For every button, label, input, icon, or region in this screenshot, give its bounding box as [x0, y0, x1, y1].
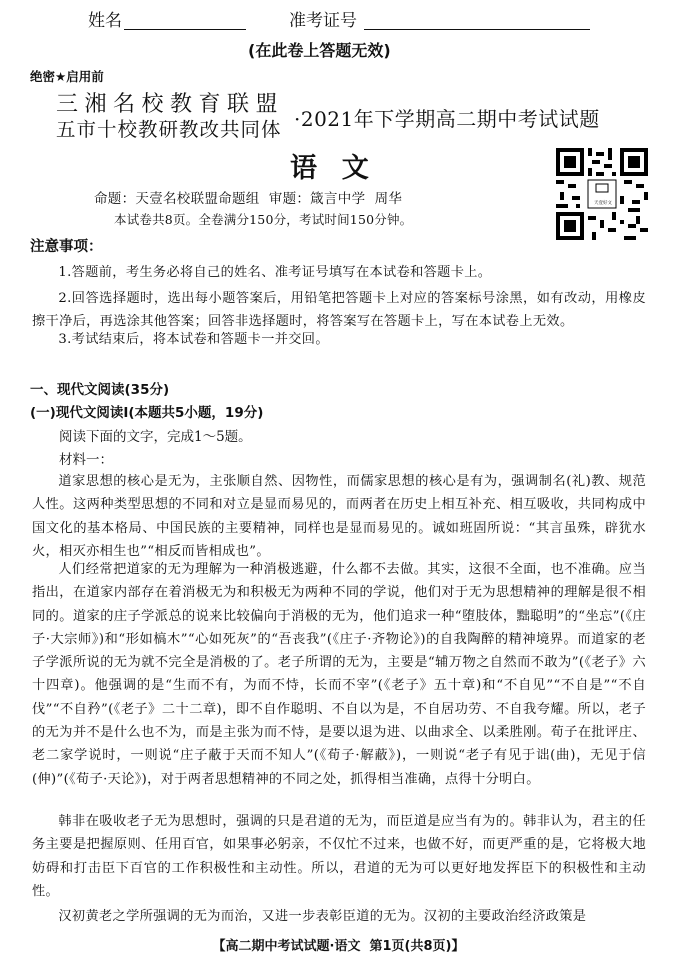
paragraph-1: 道家思想的核心是无为，主张顺自然、因物性，而儒家思想的核心是有为，强调制名(礼)教、规范人性。这两种类型思想的不同和对立是显而易见的，而两者在历史上相互补充、相互吸收，共同构成中国文化的基本格局、中国民族的主要精神，同样也是显而易见的。诚如班固所说：“其言虽殊，辟犹水火，相灭亦相生也”“相反而皆相成也”。: [32, 474, 646, 559]
material-label: 材料一：: [59, 452, 113, 468]
invalid-note: (在此卷上答题无效): [248, 41, 391, 60]
name-label: 姓名: [88, 11, 122, 31]
id-label: 准考证号: [289, 11, 357, 31]
sub-section-heading: (一)现代文阅读Ⅰ(本题共5小题，19分): [30, 405, 264, 421]
notice-heading: 注意事项：: [30, 239, 103, 255]
exam-title: ·2021年下学期高二期中考试试题: [294, 107, 600, 131]
notice-item-2: 2.回答选择题时，选出每小题答案后，用铅笔把答题卡上对应的答案标号涂黑，如有改动，用橡皮擦干净后，再选涂其他答案；回答非选择题时，将答案写在答题卡上，写在本试卷上无效。: [32, 291, 646, 330]
section-heading: 一、现代文阅读(35分): [30, 382, 170, 398]
org-line-1: 三湘名校教育联盟: [56, 92, 285, 117]
paragraph-3: 韩非在吸收老子无为思想时，强调的只是君道的无为，而臣道是应当有为的。韩非认为，君主的任务主要是把握原则、任用百官，如果事必躬亲，不仅忙不过来，也做不好，而更严重的是，它将极大地妨碍和打击臣下百官的工作积极性和主动性。所以，君道的无为可以更好地发挥臣下的积极性和主动性。: [32, 814, 646, 899]
paragraph-2: 人们经常把道家的无为理解为一种消极逃避，什么都不去做。其实，这很不全面，也不准确。应当指出，在道家内部存在着消极无为和积极无为两种不同的学说，他们对于无为思想精神的理解是很不相同的。道家的庄子学派总的说来比较偏向于消极的无为，他们追求一种“堕肢体，黜聪明”的“坐忘”(《庄子·大宗师》)和“形如槁木”“心如死灰”的“吾丧我”(《庄子·齐物论》)的自我陶醉的精神境界。而道家的老子学派所说的无为就不完全是消极的了。老子所谓的无为，主要是“辅万物之自然而不敢为”(《老子》六十四章)。他强调的是“生而不有，为而不恃，长而不宰”(《老子》五十章)和“不自见”“不自是”“不自伐”“不自矜”(《老子》二十二章)，即不自作聪明、不自以为是，不自居功劳、不自我夸耀。所以，老子的无为并不是什么也不为，而是主张为而不恃，是要以退为进、以曲求全、以柔胜刚。荀子在批评庄、老二家学说时，一则说“庄子蔽于天而不知人”(《荀子·解蔽》)，一则说“老子有见于诎(曲)，无见于信(伸)”(《荀子·天论》)，对于两者思想精神的不同之处，抓得相当准确，点得十分明白。: [32, 562, 646, 787]
paper-info: 本试卷共8页。全卷满分150分，考试时间150分钟。: [114, 212, 413, 227]
subject-title: 语 文: [290, 153, 371, 184]
authors-line: 命题：天壹名校联盟命题组 审题：箴言中学 周华: [94, 191, 403, 207]
notice-item-1: 1.答题前，考生务必将自己的姓名、准考证号填写在本试卷和答题卡上。: [58, 265, 492, 280]
reading-instruction: 阅读下面的文字，完成1～5题。: [59, 429, 252, 445]
page-footer: 【高二期中考试试题·语文 第1页(共8页)】: [212, 939, 465, 954]
qr-code-icon: [556, 148, 648, 240]
notice-item-3: 3.考试结束后，将本试卷和答题卡一并交回。: [58, 332, 329, 347]
secret-tag: 绝密★启用前: [30, 69, 104, 84]
qr-center-label: 天壹好文: [594, 201, 612, 206]
org-line-2: 五市十校教研教改共同体: [56, 118, 282, 141]
id-field-line: [364, 29, 590, 30]
name-field-line: [124, 29, 246, 30]
paragraph-4: 汉初黄老之学所强调的无为而治，又进一步表彰臣道的无为。汉初的主要政治经济政策是: [58, 909, 587, 924]
